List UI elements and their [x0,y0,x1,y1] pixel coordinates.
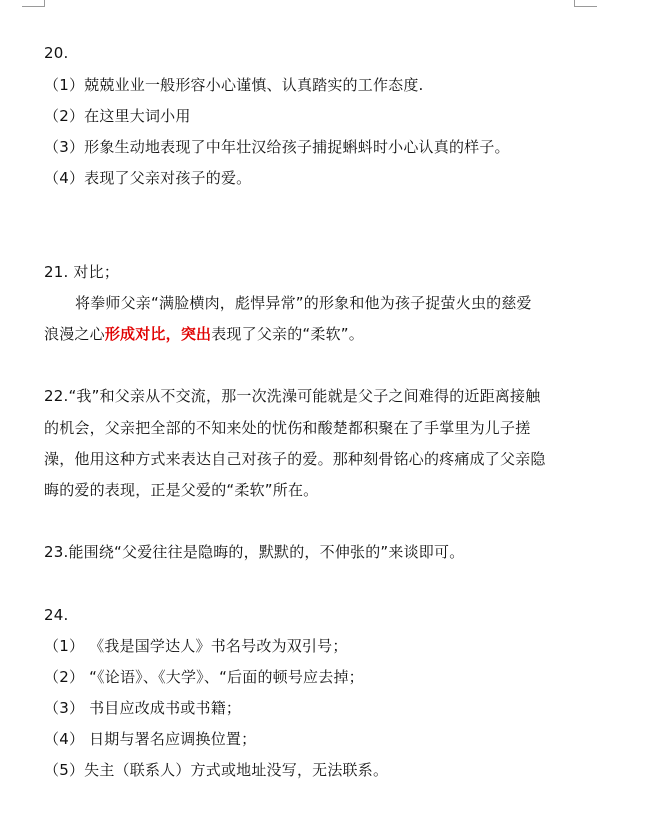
q23-text: 23.能围绕“父爱往往是隐晦的，默默的，不伸张的”来谈即可。 [44,543,465,561]
q21-highlight-contrast: 形成对比 [104,325,166,343]
q24-number: 24. [44,606,69,624]
q24-item-3: （3） 书目应改成书或书籍； [44,699,242,717]
q24-item-5: （5）失主（联系人）方式或地址没写，无法联系。 [44,761,389,779]
q24-item-1: （1） 《我是国学达人》书名号改为双引号； [44,637,348,655]
q21-number: 21. 对比； [44,263,120,281]
q22-line-3: 澡，他用这种方式来表达自己对孩子的爱。那种刻骨铭心的疼痛成了父亲隐 [44,450,546,468]
q24-item-4: （4） 日期与署名应调换位置； [44,730,257,748]
q21-line-2-post: 表现了父亲的“柔软”。 [211,325,364,343]
q21-line-2 [44,324,364,344]
q24-item-2: （2） “《论语》、《大学》、“后面的顿号应去掉； [44,668,364,686]
page-corner-mark-left [22,0,45,7]
q20-item-4: （4）表现了父亲对孩子的爱。 [44,169,252,187]
q20-item-1: （1）兢兢业业一般形容小心谨慎、认真踏实的工作态度. [44,76,424,94]
q22-line-1: 22.“我”和父亲从不交流，那一次洗澡可能就是父子之间难得的近距离接触 [44,387,541,405]
q22-line-4: 晦的爱的表现，正是父爱的“柔软”所在。 [44,481,319,499]
q20-number: 20. [44,44,69,62]
q22-line-2: 的机会，父亲把全部的不知来处的忧伤和酸楚都积聚在了手掌里为儿子搓 [44,419,531,437]
q21-line-2-pre: 浪漫之心 [44,325,105,343]
q21-highlight-emphasize: 突出 [180,325,212,343]
q21-line-1: 将拳师父亲“满脸横肉，彪悍异常”的形象和他为孩子捉萤火虫的慈爱 [75,294,532,312]
q21-highlight-comma: ， [165,325,181,343]
page-corner-mark-right [574,0,597,7]
q20-item-2: （2）在这里大词小用 [44,107,191,125]
q20-item-3: （3）形象生动地表现了中年壮汉给孩子捕捉蝌蚪时小心认真的样子。 [44,138,510,156]
